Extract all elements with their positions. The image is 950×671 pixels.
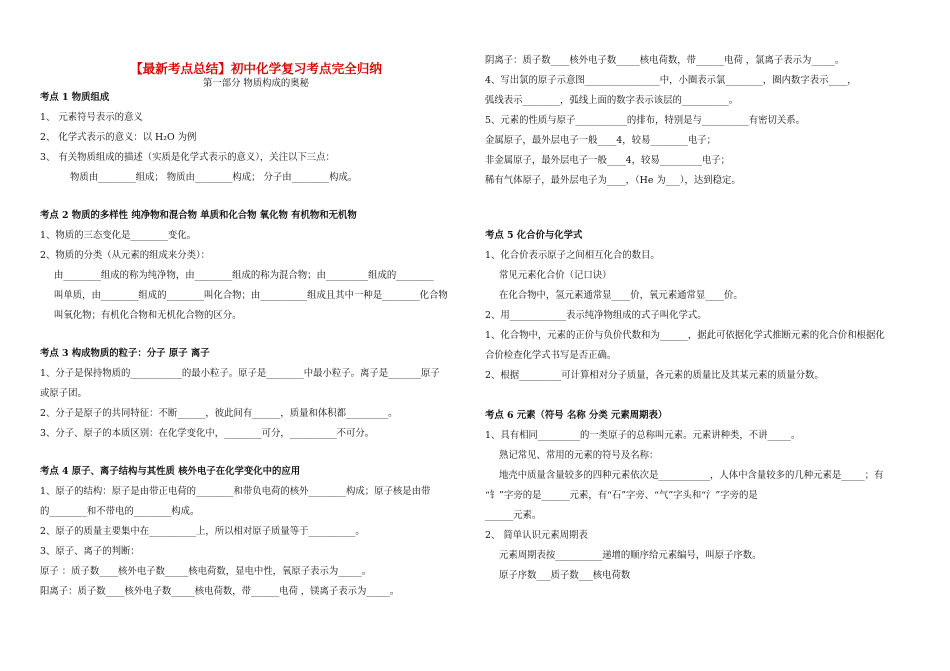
text-line: 由________组成的称为纯净物，由________组成的称为混合物；由_________组成的________ xyxy=(54,270,434,281)
text-line: 常见元素化合价（记口诀） xyxy=(499,270,612,281)
text-line: 1、具有相同_________的一类原子的总称叫元素。元素讲种类，不讲_____。 xyxy=(485,430,801,441)
text-line: 金属原子，最外层电子一般____4，较易________电子； xyxy=(485,135,716,146)
section-heading: 考点 5 化合价与化学式 xyxy=(485,230,583,241)
section-heading: 考点 3 构成物质的粒子：分子 原子 离子 xyxy=(40,348,210,359)
text-line: 物质由________组成； 物质由________构成； 分子由________构成。 xyxy=(70,172,358,183)
text-line: 2、原子的质量主要集中在__________上，所以相对原子质量等于__________。 xyxy=(40,526,365,537)
section-heading: 考点 6 元素（符号 名称 分类 元素周期表） xyxy=(485,410,668,421)
section-heading: 考点 2 物质的多样性 纯净物和混合物 单质和化合物 氧化物 有机物和无机物 xyxy=(40,210,357,221)
text-line: 合价检查化学式书写是否正确。 xyxy=(485,350,617,361)
text-line: 叫单质，由________组成的________叫化合物；由__________组成且其中一种是________化合物 xyxy=(54,290,448,301)
text-line: 的________和不带电的________构成。 xyxy=(40,506,200,517)
text-line: 2、用____________表示纯净物组成的式子叫化学式。 xyxy=(485,310,707,321)
text-line: 在化合物中，氢元素通常显____价，氧元素通常显____价。 xyxy=(499,290,743,301)
text-line: 1、 元素符号表示的意义 xyxy=(40,112,143,123)
section-heading: 考点 1 物质组成 xyxy=(40,92,110,103)
text-line: 阳离子：质子数____核外电子数_____核电荷数，带______电荷 ，镁离子表示为_____。 xyxy=(40,586,400,597)
text-line: 元素周期表按__________递增的顺序给元素编号，叫原子序数。 xyxy=(499,550,762,561)
page-title: 【最新考点总结】初中化学复习考点完全归纳 xyxy=(130,61,382,76)
text-line: 2、 简单认识元素周期表 xyxy=(485,530,588,541)
text-line: 稀有气体原子，最外层电子为____，（He 为___），达到稳定。 xyxy=(485,175,741,186)
text-line: 1、原子的结构：原子是由带正电荷的________和带负电荷的核外________构成；原子核是由带 xyxy=(40,486,431,497)
text-line: 非金属原子，最外层电子一般____4，较易_________电子； xyxy=(485,155,731,166)
text-line: 3、分子、原子的本质区别：在化学变化中，________可分，__________不可分。 xyxy=(40,428,375,439)
text-line: 叫氧化物；有机化合物和无机化合物的区分。 xyxy=(54,310,242,321)
text-line: 3、原子、离子的判断： xyxy=(40,546,140,557)
text-line: 5、元素的性质与原子___________的排布，特别是与__________有密切关系。 xyxy=(485,115,806,126)
text-line: ______元素。 xyxy=(485,510,542,521)
text-line: 2、物质的分类（从元素的组成来分类）： xyxy=(40,250,211,261)
text-line: 2、根据_________可计算相对分子质量，各元素的质量比及其某元素的质量分数。 xyxy=(485,370,824,381)
text-line: 4、写出氯的原子示意图________________中，小圈表示氯________，圈内数字表示____， xyxy=(485,75,857,86)
text-line: 地壳中质量含量较多的四种元素依次是___________，人体中含量较多的几种元素是_____；有 xyxy=(499,470,884,481)
text-line: “钅”字旁的是______元素，有“石”字旁、“气”字头和“氵”字旁的是 xyxy=(485,490,758,501)
text-line: 或原子团。 xyxy=(40,388,87,399)
text-line: 原子序数___质子数___核电荷数 xyxy=(499,570,631,581)
page-subtitle: 第一部分 物质构成的奥秘 xyxy=(202,78,310,89)
text-line: 原子 ：质子数____核外电子数_____核电荷数，显电中性，氧原子表示为_____。 xyxy=(40,566,372,577)
text-line: 熟记常见、常用的元素的符号及名称： xyxy=(499,450,659,461)
text-line: 1、化合价表示原子之间相互化合的数目。 xyxy=(485,250,660,261)
text-line: 阴离子：质子数____核外电子数_____核电荷数，带______电荷 ，氯离子表示为_____。 xyxy=(485,55,845,66)
section-heading: 考点 4 原子、离子结构与其性质 核外电子在化学变化中的应用 xyxy=(40,466,301,477)
text-line: 1、物质的三态变化是________变化。 xyxy=(40,230,196,241)
text-line: 2、 化学式表示的意义：以 H₂O 为例 xyxy=(40,132,197,143)
text-line: 3、 有关物质组成的描述（实质是化学式表示的意义），关注以下三点： xyxy=(40,152,335,163)
text-line: 1、化合物中，元素的正价与负价代数和为______，据此可依据化学式推断元素的化合价和根据化 xyxy=(485,330,885,341)
text-line: 1、分子是保持物质的___________的最小粒子。原子是________中最小粒子。离子是_______原子 xyxy=(40,368,440,379)
text-line: 弧线表示________，弧线上面的数字表示该层的__________。 xyxy=(485,95,739,106)
text-line: 2、分子是原子的共同特征：不断______，彼此间有______，质量和体积都_________。 xyxy=(40,408,398,419)
